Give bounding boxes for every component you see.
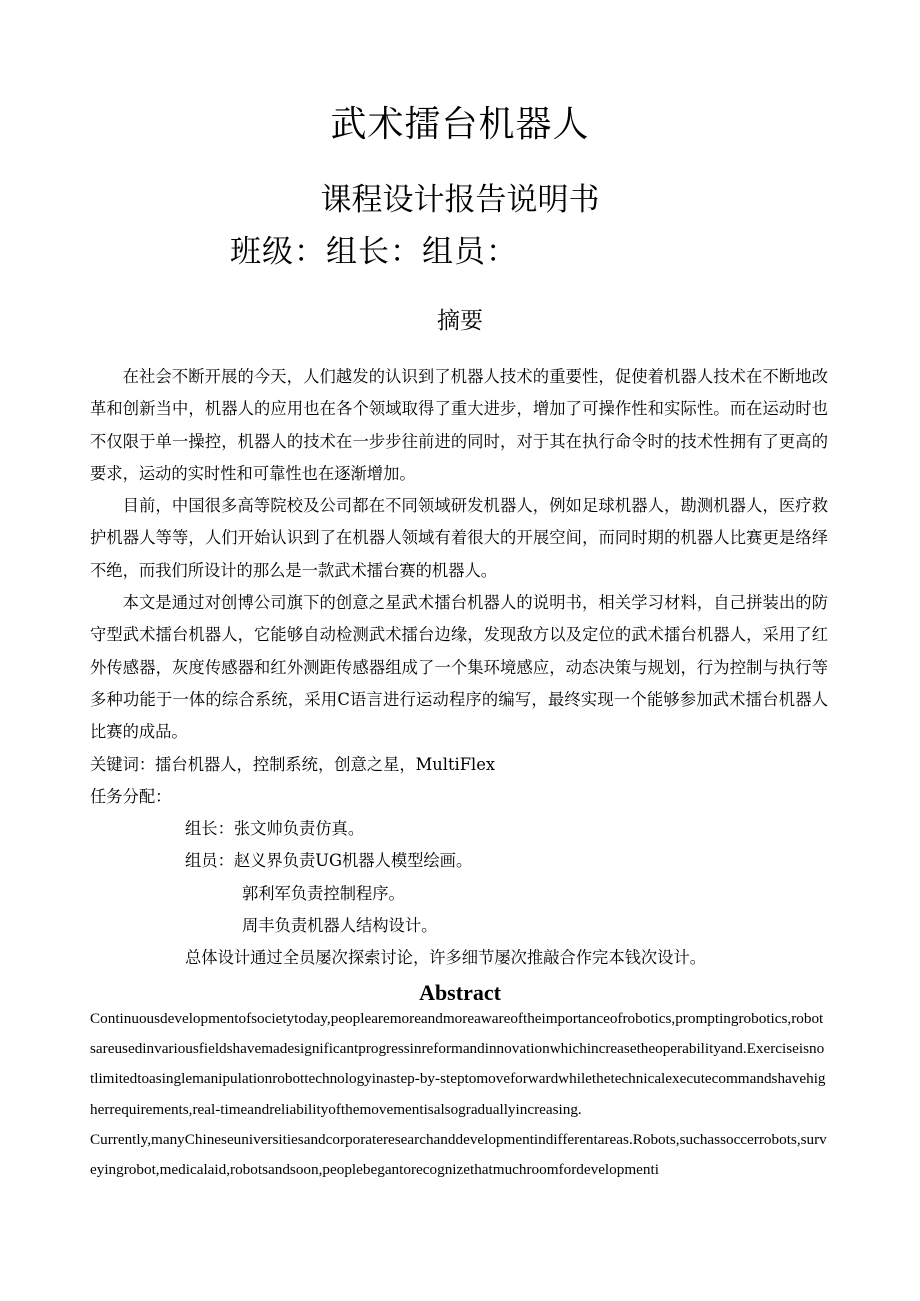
task-item: 周丰负责机器人结构设计。	[242, 916, 438, 936]
abstract-en-body	[90, 1004, 828, 1185]
abstract-cn-paragraph: 目前，中国很多高等院校及公司都在不同领域研发机器人，例如足球机器人，勘测机器人，医疗救护机器人等等，人们开始认识到了在机器人领域有着很大的开展空间，而同时期的机器人比赛更是络绎不绝，而我们所设计的那么是一款武术擂台赛的机器人。	[90, 496, 828, 580]
abstract-cn-heading: 摘要	[437, 308, 483, 334]
abstract-cn-paragraph: 本文是通过对创博公司旗下的创意之星武术擂台机器人的说明书，相关学习材料，自己拼装出的防守型武术擂台机器人，它能够自动检测武术擂台边缘，发现敌方以及定位的武术擂台机器人，采用了红外传感器，灰度传感器和红外测距传感器组成了一个集环境感应，动态决策与规划，行为控制与执行等多种功能于一体的综合系统，采用C语言进行运动程序的编写，最终实现一个能够参加武术擂台机器人比赛的成品。	[90, 593, 828, 742]
task-item: 郭利军负责控制程序。	[242, 883, 405, 903]
abstract-cn-body	[90, 361, 828, 975]
task-item: 组员：赵义界负责UG机器人模型绘画。	[185, 851, 473, 871]
document-title: 武术擂台机器人	[330, 104, 590, 145]
task-assignment-label: 任务分配：	[90, 786, 172, 806]
team-info-line: 班级：组长：组员：	[230, 234, 518, 270]
document-subtitle: 课程设计报告说明书	[320, 182, 600, 218]
abstract-cn-paragraph: 在社会不断开展的今天，人们越发的认识到了机器人技术的重要性，促使着机器人技术在不断地改革和创新当中，机器人的应用也在各个领域取得了重大进步，增加了可操作性和实际性。而在运动时也不仅限于单一操控，机器人的技术在一步步往前进的同时，对于其在执行命令时的技术性拥有了更高的要求，运动的实时性和可靠性也在逐渐增加。	[90, 367, 828, 483]
abstract-en-heading: Abstract	[419, 980, 501, 1005]
design-summary: 总体设计通过全员屡次探索讨论，许多细节屡次推敲合作完本钱次设计。	[185, 948, 707, 968]
task-item: 组长：张文帅负责仿真。	[185, 819, 365, 839]
keywords-line: 关键词：擂台机器人，控制系统，创意之星，MultiFlex	[90, 754, 496, 774]
abstract-en-paragraph: Continuousdevelopmentofsocietytoday,peoplearemoreandmoreawareoftheimportanceofrobotics,promptingrobotics,robotsareusedinvariousfieldshavemadesignificantprogressinreformandinnovationwhichincreasetheoperabilityand.Exerciseisnotlimitedtoasinglemanipulationrobottechnologyinastep-by-steptomoveforwardwhilethetechnicalexecutecommandshavehigherrequirements,real-timeandreliabilityofthemovementisalsograduallyincreasing.	[90, 1010, 826, 1118]
abstract-en-paragraph: Currently,manyChineseuniversitiesandcorporateresearchanddevelopmentindifferentareas.Robots,suchassoccerrobots,surveyingrobot,medicalaid,robotsandsoon,peoplebegantorecognizethatmuchroomfordevelopmenti	[90, 1130, 827, 1179]
